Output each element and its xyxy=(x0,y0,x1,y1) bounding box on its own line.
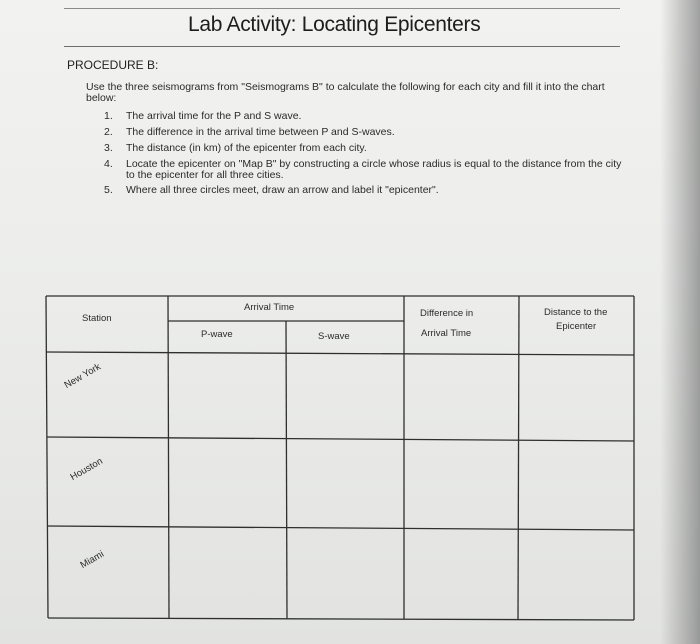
cell-houston-distance[interactable] xyxy=(520,442,632,525)
procedure-steps xyxy=(104,111,624,201)
header-difference-line2: Arrival Time xyxy=(421,328,472,339)
header-arrival-time: Arrival Time xyxy=(244,302,295,313)
step-text: Where all three circles meet, draw an arrow and label it "epicenter". xyxy=(126,184,439,196)
step-item xyxy=(104,111,624,122)
step-text: The distance (in km) of the epicenter from each city. xyxy=(126,142,367,154)
top-rule xyxy=(64,8,620,9)
step-item xyxy=(104,159,624,181)
step-number: 1. xyxy=(104,110,113,122)
cell-new-york-difference[interactable] xyxy=(406,356,518,436)
page-edge-shadow xyxy=(660,0,700,644)
header-distance-line1: Distance to the xyxy=(544,307,608,318)
step-item xyxy=(104,127,624,138)
step-number: 2. xyxy=(104,126,113,138)
step-number: 3. xyxy=(104,142,113,154)
cell-new-york-s-wave[interactable] xyxy=(288,356,403,436)
cell-houston-p-wave[interactable] xyxy=(170,442,285,525)
step-text: Locate the epicenter on "Map B" by constructing a circle whose radius is equal to the distance from the city to the epicenter for all three cities. xyxy=(126,158,622,181)
station-houston: Houston xyxy=(68,455,105,483)
station-new-york: New York xyxy=(62,361,103,391)
title-underline xyxy=(64,46,620,47)
procedure-heading: PROCEDURE B: xyxy=(67,58,159,72)
cell-houston-s-wave[interactable] xyxy=(288,442,403,525)
step-text: The difference in the arrival time between P and S-waves. xyxy=(126,126,395,138)
procedure-intro: Use the three seismograms from "Seismograms B" to calculate the following for each city and fill it into the chart below: xyxy=(86,81,605,104)
step-number: 4. xyxy=(104,158,113,170)
cell-new-york-p-wave[interactable] xyxy=(170,356,285,436)
header-station: Station xyxy=(82,313,112,324)
page-title: Lab Activity: Locating Epicenters xyxy=(188,13,481,36)
step-number: 5. xyxy=(104,184,113,196)
station-miami: Miami xyxy=(78,548,106,571)
header-s-wave: S-wave xyxy=(318,331,350,342)
header-difference-line1: Difference in xyxy=(420,308,474,319)
cell-miami-distance[interactable] xyxy=(520,531,632,617)
step-item xyxy=(104,185,624,196)
header-p-wave: P-wave xyxy=(201,329,233,340)
cell-miami-s-wave[interactable] xyxy=(288,531,403,617)
step-text: The arrival time for the P and S wave. xyxy=(126,110,302,122)
cell-new-york-distance[interactable] xyxy=(520,356,632,436)
cell-houston-difference[interactable] xyxy=(406,442,518,525)
step-item xyxy=(104,143,624,154)
header-distance-line2: Epicenter xyxy=(556,321,597,332)
cell-miami-p-wave[interactable] xyxy=(170,531,285,617)
cell-miami-difference[interactable] xyxy=(406,531,518,617)
